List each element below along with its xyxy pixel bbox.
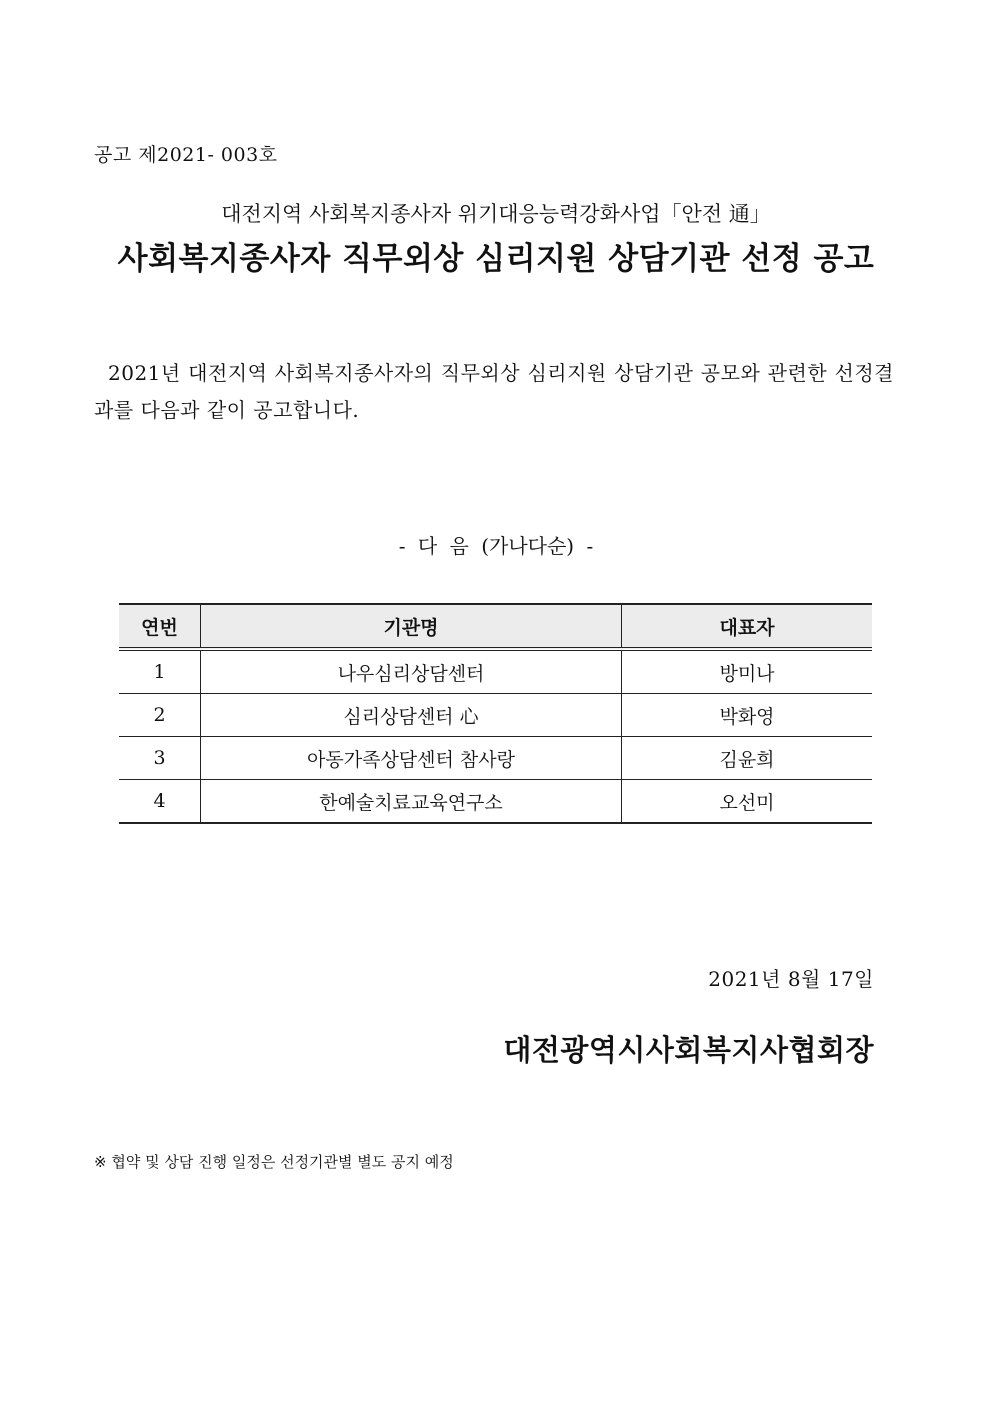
announcement-date: 2021년 8월 17일 (708, 967, 874, 991)
cell-organization-name: 심리상담센터 心 (201, 694, 622, 737)
table-row (119, 737, 872, 780)
cell-organization-name: 아동가족상담센터 참사랑 (201, 737, 622, 780)
table-row (119, 649, 872, 694)
cell-serial-number: 1 (119, 649, 201, 694)
table-row (119, 694, 872, 737)
cell-representative: 방미나 (622, 649, 873, 694)
cell-representative: 오선미 (622, 780, 873, 824)
header-serial-number: 연번 (119, 604, 201, 649)
cell-representative: 박화영 (622, 694, 873, 737)
issuer-signature: 대전광역시사회복지사협회장 (503, 1033, 874, 1067)
cell-serial-number: 2 (119, 694, 201, 737)
table-header-row (119, 604, 872, 649)
footnote: ※ 협약 및 상담 진행 일정은 선정기관별 별도 공지 예정 (94, 1153, 454, 1171)
header-organization-name: 기관명 (201, 604, 622, 649)
cell-organization-name: 한예술치료교육연구소 (201, 780, 622, 824)
notice-number: 공고 제2021- 003호 (94, 144, 278, 166)
selected-organizations-table (119, 603, 872, 824)
cell-representative: 김윤희 (622, 737, 873, 780)
header-representative: 대표자 (622, 604, 873, 649)
cell-organization-name: 나우심리상담센터 (201, 649, 622, 694)
cell-serial-number: 3 (119, 737, 201, 780)
follows-heading: - 다 음 (가나다순) - (398, 534, 594, 558)
cell-serial-number: 4 (119, 780, 201, 824)
program-subtitle: 대전지역 사회복지종사자 위기대응능력강화사업「안전 通」 (221, 202, 771, 226)
announcement-body: 2021년 대전지역 사회복지종사자의 직무외상 심리지원 상담기관 공모와 관련한 선정결과를 다음과 같이 공고합니다. (94, 361, 894, 422)
table-row (119, 780, 872, 824)
page-title: 사회복지종사자 직무외상 심리지원 상담기관 선정 공고 (117, 241, 875, 277)
